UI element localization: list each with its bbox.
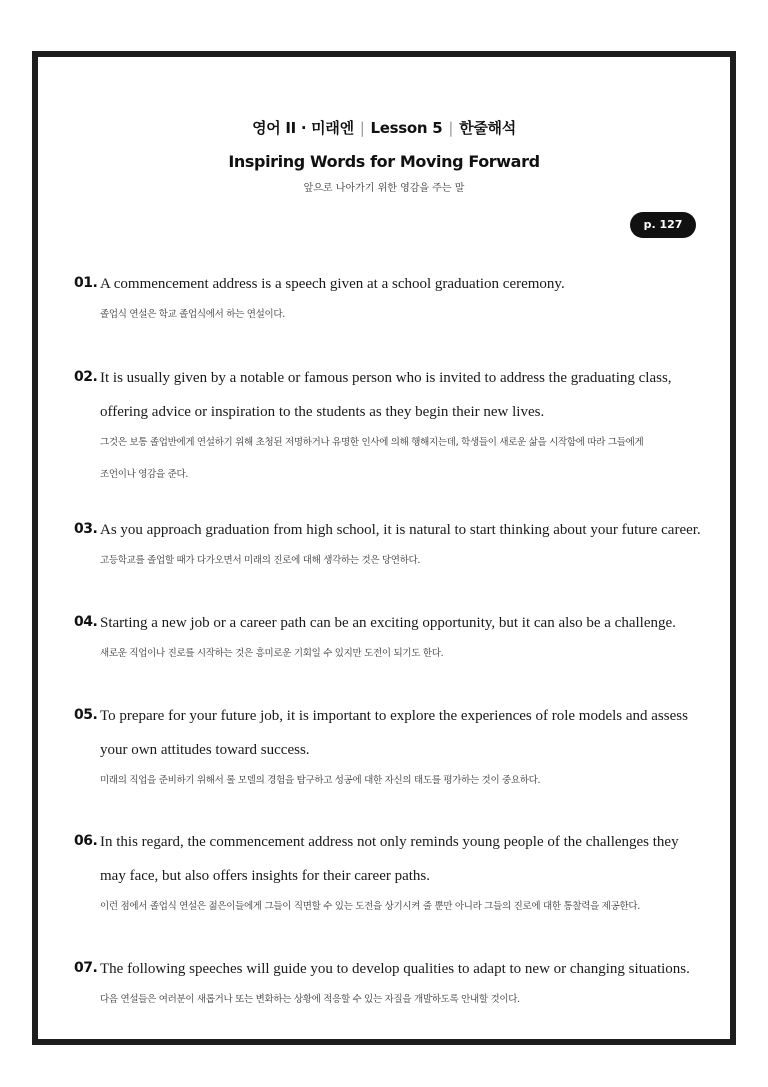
- sentence-number: 03.: [74, 521, 98, 537]
- english-sentence: [100, 699, 704, 767]
- korean-translation-line: 졸업식 연설은 학교 졸업식에서 하는 연설이다.: [100, 309, 285, 320]
- english-sentence-line: The following speeches will guide you to develop qualities to adapt to new or changing situations.: [100, 961, 690, 977]
- english-sentence-line: A commencement address is a speech given at a school graduation ceremony.: [100, 276, 565, 292]
- english-sentence-line: your own attitudes toward success.: [100, 742, 310, 758]
- title-section: 한줄해석: [459, 119, 516, 137]
- english-sentence-line: may face, but also offers insights for their career paths.: [100, 868, 431, 884]
- sentence-number: 06.: [74, 833, 98, 849]
- korean-translation-line: 다음 연설들은 여러분이 새롭거나 또는 변화하는 상황에 적응할 수 있는 자질을 개발하도록 안내할 것이다.: [100, 994, 520, 1005]
- english-sentence: [100, 267, 704, 301]
- english-sentence: [100, 606, 704, 640]
- english-sentence-line: As you approach graduation from high school, it is natural to start thinking about your future career.: [100, 522, 701, 538]
- sentence-item: [74, 707, 704, 797]
- korean-translation: [100, 765, 704, 797]
- korean-translation-line: 미래의 직업을 준비하기 위해서 롤 모델의 경험을 탐구하고 성공에 대한 자신의 태도를 평가하는 것이 중요하다.: [100, 775, 541, 786]
- english-sentence-line: It is usually given by a notable or famous person who is invited to address the graduating class,: [100, 370, 672, 386]
- sentence-item: [74, 275, 704, 331]
- korean-translation-line: 그것은 보통 졸업반에게 연설하기 위해 초청된 저명하거나 유명한 인사에 의해 행해지는데, 학생들이 새로운 삶을 시작함에 따라 그들에게: [100, 437, 644, 448]
- english-sentence: [100, 952, 704, 986]
- sentence-number: 07.: [74, 960, 98, 976]
- page-header: [38, 117, 730, 194]
- sentence-number: 02.: [74, 369, 98, 385]
- sentence-item: [74, 960, 704, 1016]
- korean-translation: [100, 984, 704, 1016]
- sentence-item: [74, 614, 704, 670]
- korean-translation-line: 조언이나 영감을 준다.: [100, 469, 189, 480]
- korean-translation: [100, 299, 704, 331]
- page-title: [38, 117, 730, 138]
- korean-translation-line: 이런 점에서 졸업식 연설은 젊은이들에게 그들이 직면할 수 있는 도전을 상기시켜 줄 뿐만 아니라 그들의 진로에 대한 통찰력을 제공한다.: [100, 901, 640, 912]
- korean-translation: [100, 891, 704, 923]
- sentence-number: 05.: [74, 707, 98, 723]
- lesson-title: Inspiring Words for Moving Forward: [228, 152, 540, 171]
- english-sentence-line: In this regard, the commencement address not only reminds young people of the challenges they: [100, 834, 679, 850]
- sentence-item: [74, 369, 704, 491]
- english-sentence-line: offering advice or inspiration to the students as they begin their new lives.: [100, 404, 545, 420]
- title-separator: |: [448, 119, 454, 137]
- korean-translation-line: 새로운 직업이나 진로를 시작하는 것은 흥미로운 기회일 수 있지만 도전이 되기도 한다.: [100, 648, 444, 659]
- title-separator: |: [359, 119, 365, 137]
- korean-translation: [100, 427, 704, 491]
- sentence-item: [74, 833, 704, 923]
- korean-translation-line: 고등학교를 졸업할 때가 다가오면서 미래의 진로에 대해 생각하는 것은 당연하다.: [100, 555, 421, 566]
- english-sentence-line: Starting a new job or a career path can be an exciting opportunity, but it can also be a challenge.: [100, 615, 676, 631]
- korean-translation: [100, 545, 704, 577]
- page-frame: [32, 51, 736, 1045]
- title-textbook: 영어 II · 미래엔: [252, 119, 354, 137]
- korean-translation: [100, 638, 704, 670]
- title-lesson: Lesson 5: [370, 119, 443, 137]
- english-sentence: [100, 513, 704, 547]
- sentence-number: 04.: [74, 614, 98, 630]
- english-sentence: [100, 825, 704, 893]
- page-number-badge: p. 127: [630, 212, 696, 238]
- lesson-title-translation: 앞으로 나아가기 위한 영감을 주는 말: [303, 183, 465, 194]
- english-sentence: [100, 361, 704, 429]
- sentence-number: 01.: [74, 275, 98, 291]
- english-sentence-line: To prepare for your future job, it is important to explore the experiences of role models and assess: [100, 708, 688, 724]
- sentence-item: [74, 521, 704, 577]
